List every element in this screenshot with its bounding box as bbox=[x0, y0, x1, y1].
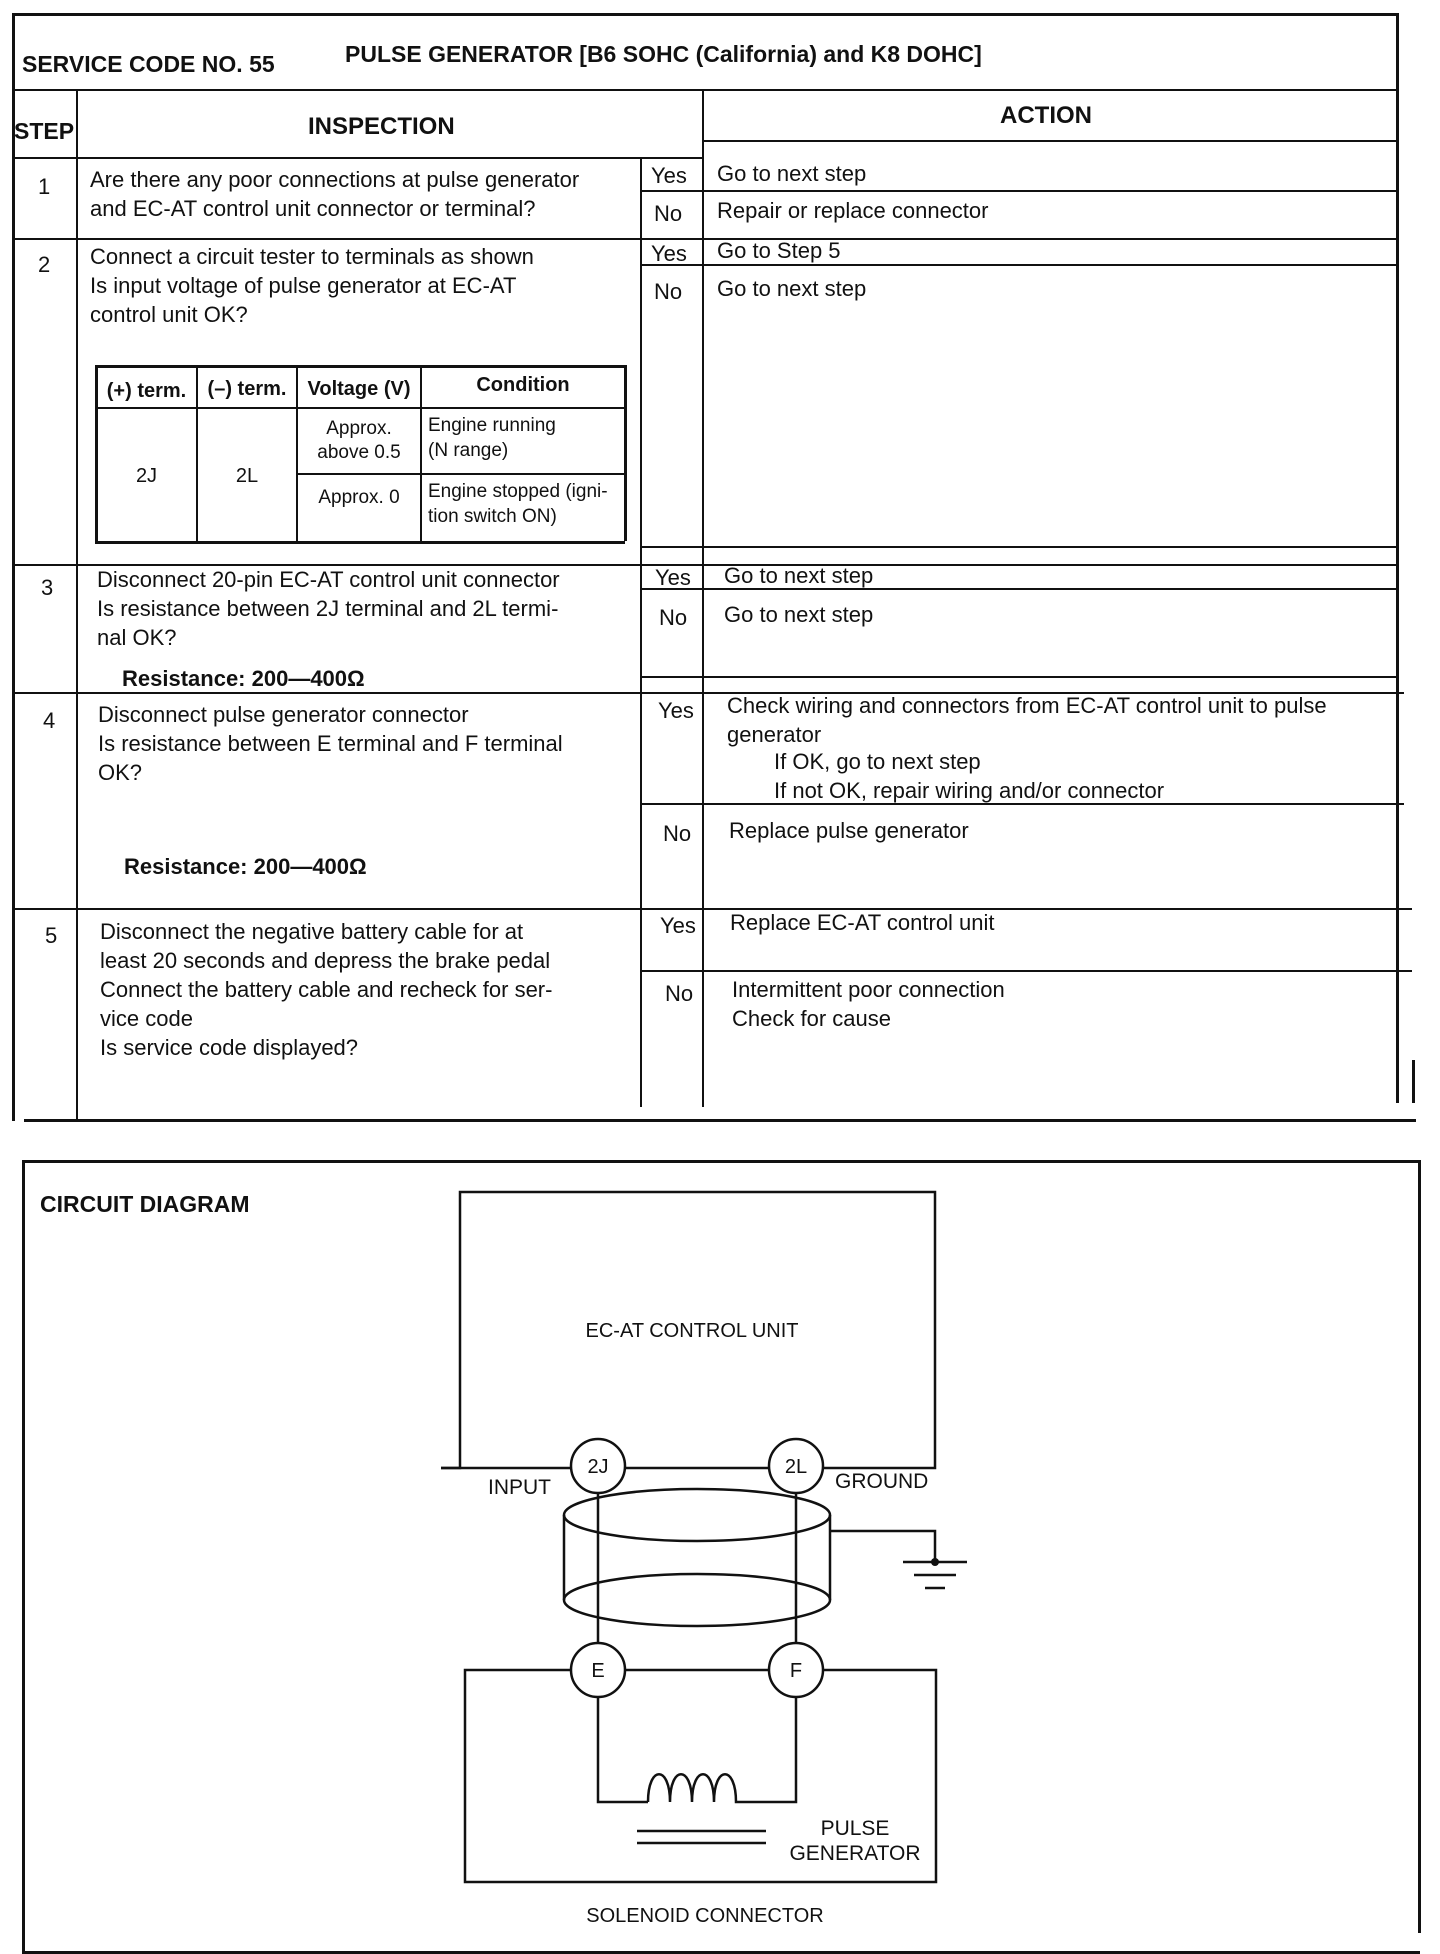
terminal-e-label: E bbox=[591, 1660, 605, 1682]
shielded-cable bbox=[564, 1489, 830, 1541]
step-inspection: Disconnect pulse generator connector Is resistance between E terminal and F terminal OK? bbox=[98, 702, 563, 785]
table-cell-minus-term: 2L bbox=[235, 465, 259, 487]
step-number: 5 bbox=[45, 923, 58, 948]
no-label: No bbox=[654, 279, 683, 304]
table-header: Condition bbox=[476, 374, 570, 396]
table-cell-condition: Engine running (N range) bbox=[428, 415, 556, 461]
no-action: Intermittent poor connection Check for cause bbox=[732, 977, 1005, 1031]
column-action: ACTION bbox=[1000, 102, 1092, 129]
yes-action: Go to next step bbox=[717, 161, 867, 186]
pulse-generator-label: PULSE GENERATOR bbox=[789, 1817, 921, 1865]
no-label: No bbox=[663, 821, 692, 846]
step-inspection: Connect a circuit tester to terminals as shown Is input voltage of pulse generator at EC-AT control unit OK? bbox=[90, 244, 534, 327]
terminal-f-label: F bbox=[789, 1660, 803, 1682]
no-label: No bbox=[665, 981, 694, 1006]
yes-label: Yes bbox=[658, 698, 694, 723]
yes-label: Yes bbox=[660, 913, 696, 938]
no-action: Replace pulse generator bbox=[729, 818, 969, 843]
pulse-generator-coil bbox=[648, 1774, 745, 1802]
step-inspection: Are there any poor connections at pulse generator and EC-AT control unit connector or terminal? bbox=[90, 167, 580, 221]
yes-action: Check wiring and connectors from EC-AT control unit to pulse generator bbox=[727, 693, 1327, 747]
no-action: Go to next step bbox=[724, 602, 874, 627]
step-number: 2 bbox=[38, 252, 51, 277]
table-header: (–) term. bbox=[207, 378, 287, 400]
step-number: 4 bbox=[43, 708, 56, 733]
connector-label: SOLENOID CONNECTOR bbox=[586, 1905, 824, 1927]
yes-action: Go to Step 5 bbox=[717, 238, 841, 263]
table-header: Voltage (V) bbox=[307, 378, 411, 400]
no-label: No bbox=[654, 201, 683, 226]
yes-label: Yes bbox=[651, 241, 687, 266]
step-number: 1 bbox=[38, 174, 51, 199]
column-step: STEP bbox=[14, 118, 75, 144]
terminal-2j-label: 2J bbox=[587, 1456, 609, 1478]
diagram-title: CIRCUIT DIAGRAM bbox=[40, 1191, 250, 1217]
table-cell-condition: Engine stopped (igni- tion switch ON) bbox=[428, 481, 608, 527]
yes-action-sub: If OK, go to next step If not OK, repair wiring and/or connector bbox=[774, 749, 1165, 803]
step-number: 3 bbox=[41, 575, 54, 600]
yes-label: Yes bbox=[655, 565, 691, 590]
service-title: PULSE GENERATOR [B6 SOHC (California) and K8 DOHC] bbox=[345, 41, 982, 67]
table-cell-voltage: Approx. above 0.5 bbox=[317, 418, 401, 463]
no-action: Repair or replace connector bbox=[717, 198, 989, 223]
control-unit-label: EC-AT CONTROL UNIT bbox=[585, 1320, 799, 1342]
yes-action: Replace EC-AT control unit bbox=[730, 910, 995, 935]
service-code: SERVICE CODE NO. 55 bbox=[22, 51, 275, 77]
table-cell-plus-term: 2J bbox=[135, 465, 158, 487]
yes-label: Yes bbox=[651, 163, 687, 188]
yes-action: Go to next step bbox=[724, 563, 874, 588]
step-inspection: Disconnect 20-pin EC-AT control unit connector Is resistance between 2J terminal and 2L termi- nal OK? bbox=[97, 567, 560, 650]
input-label: INPUT bbox=[488, 1476, 551, 1499]
no-action: Go to next step bbox=[717, 276, 867, 301]
step-spec: Resistance: 200—400Ω bbox=[122, 666, 365, 691]
terminal-2l-label: 2L bbox=[784, 1456, 808, 1478]
no-label: No bbox=[659, 605, 688, 630]
table-cell-voltage: Approx. 0 bbox=[318, 487, 400, 508]
table-header: (+) term. bbox=[106, 380, 187, 402]
step-inspection: Disconnect the negative battery cable for at least 20 seconds and depress the brake pedal Connect the battery cable and recheck for ser- vice code Is service code displayed? bbox=[100, 919, 553, 1060]
step-spec: Resistance: 200—400Ω bbox=[124, 854, 367, 879]
ground-label: GROUND bbox=[835, 1470, 929, 1493]
column-inspection: INSPECTION bbox=[308, 113, 455, 140]
